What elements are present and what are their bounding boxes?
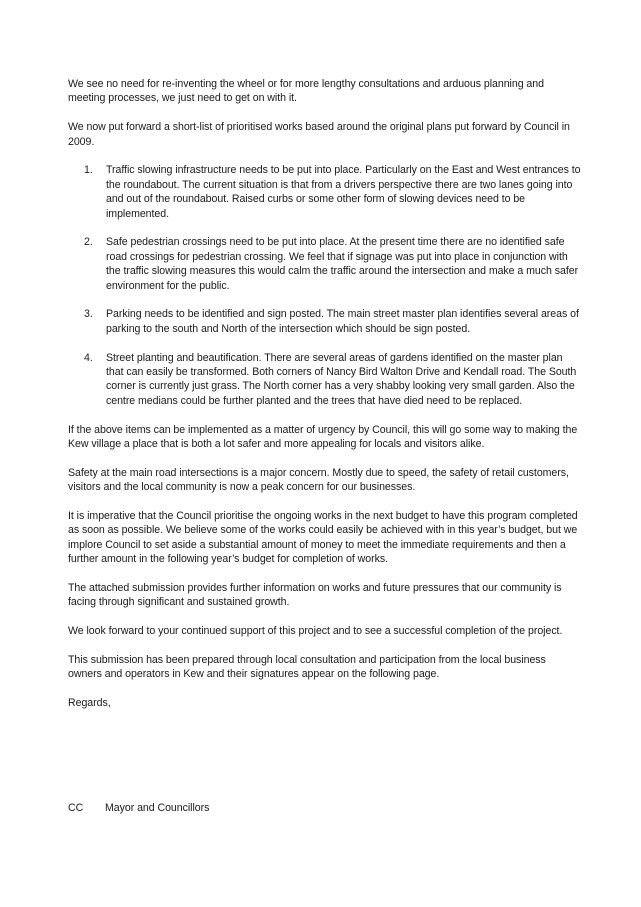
list-item-number: 3.	[84, 308, 93, 321]
list-item-number: 2.	[84, 236, 93, 249]
list-item-text: Parking needs to be identified and sign posted. The main street master plan identifies several areas of parking to the south and North of the intersection which should be sign posted.	[106, 308, 579, 335]
budget-paragraph: It is imperative that the Council prioritise the ongoing works in the next budget to have this program completed as soon as possible. We believe some of the works could easily be achieved with in this year’s budget, but we implore Council to set aside a substantial amount of money to meet the immediate requirements and then a further amount in the following year’s budget for completion of works.	[68, 510, 578, 566]
closing-salutation: Regards,	[68, 697, 111, 710]
safety-paragraph: Safety at the main road intersections is a major concern. Mostly due to speed, the safety of retail customers, visitors and the local community is now a peak concern for our businesses.	[68, 466, 569, 494]
cc-recipients: Mayor and Councillors	[105, 802, 210, 814]
cc-line	[68, 801, 209, 815]
list-item	[84, 307, 581, 336]
urgency-paragraph: If the above items can be implemented as a matter of urgency by Council, this will go some way to making the Kew village a place that is both a lot safer and more appealing for locals and visitors alike.	[68, 423, 578, 451]
list-item-text: Safe pedestrian crossings need to be put into place. At the present time there are no identified safe road crossings for pedestrian crossing. We feel that if signage was put into place in conjunction with the traffic slowing measures this would calm the traffic around the intersection and make a much safer environment for the public.	[106, 236, 579, 292]
list-item	[84, 351, 581, 409]
list-item	[84, 235, 581, 293]
list-item-number: 4.	[84, 351, 93, 364]
prioritised-works-list	[68, 163, 581, 408]
submission-info-paragraph: The attached submission provides further information on works and future pressures that our community is facing through significant and sustained growth.	[68, 582, 562, 609]
list-item-text: Street planting and beautification. There are several areas of gardens identified on the master plan that can easily be transformed. Both corners of Nancy Bird Walton Drive and Kendall road. The South corner is currently just grass. The North corner has a very shabby looking very small garden. Also the centre medians could be further planted and the trees that have died need to be replaced.	[106, 351, 577, 407]
list-item	[84, 163, 581, 221]
support-paragraph: We look forward to your continued support of this project and to see a successful completion of the project.	[68, 625, 563, 638]
shortlist-intro-paragraph: We now put forward a short-list of prioritised works based around the original plans put forward by Council in 2009.	[68, 121, 570, 148]
consultation-paragraph: This submission has been prepared through local consultation and participation from the local business owners and operators in Kew and their signatures appear on the following page.	[68, 654, 546, 681]
list-item-number: 1.	[84, 164, 93, 177]
list-item-text: Traffic slowing infrastructure needs to be put into place. Particularly on the East and West entrances to the roundabout. The current situation is that from a drivers perspective there are two lanes going into and out of the roundabout. Raised curbs or some other form of slowing devices need to be implemented.	[106, 164, 581, 220]
cc-label: CC	[68, 802, 84, 814]
intro-paragraph: We see no need for re-inventing the wheel or for more lengthy consultations and arduous planning and meeting processes, we just need to get on with it.	[68, 78, 544, 105]
